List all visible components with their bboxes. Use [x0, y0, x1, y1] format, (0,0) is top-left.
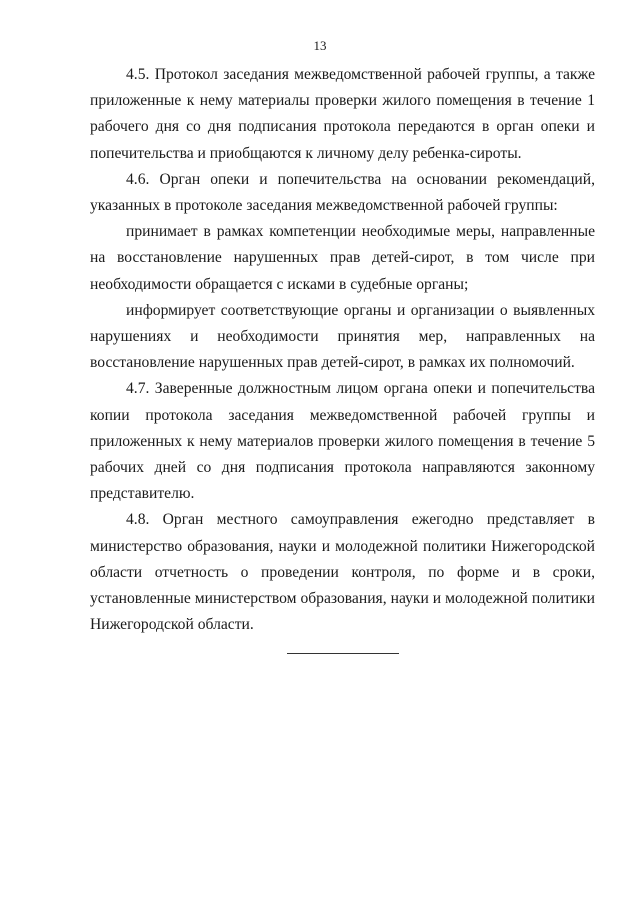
paragraph-4-6-item-measures: принимает в рамках компетенции необходимые меры, направленные на восстановление нарушенных прав детей-сирот, в том числе при необходимости обращается с исками в судебные органы;: [90, 223, 595, 293]
end-divider-line: [287, 653, 399, 654]
paragraph-4-6-item-inform: информирует соответствующие органы и организации о выявленных нарушениях и необходимости принятия мер, направленных на восстановление нарушенных прав детей-сирот, в рамках их полномочий.: [90, 301, 595, 372]
document-body: [90, 62, 595, 638]
paragraph-4-6: 4.6. Орган опеки и попечительства на основании рекомендаций, указанных в протоколе заседания межведомственной рабочей группы:: [90, 170, 595, 215]
paragraph-4-7: 4.7. Заверенные должностным лицом органа опеки и попечительства копии протокола заседания межведомственной рабочей группы и приложенных к нему материалов проверки жилого помещения в течение 5 рабочих дней со дня подписания протокола направляются законному представителю.: [90, 380, 595, 503]
page-number: 13: [313, 38, 327, 53]
paragraph-4-8: 4.8. Орган местного самоуправления ежегодно представляет в министерство образования, науки и молодежной политики Нижегородской области отчетность о проведении контроля, по форме и в сроки, установленные министерством образования, науки и молодежной политики Нижегородской области.: [90, 511, 595, 634]
paragraph-4-5: 4.5. Протокол заседания межведомственной рабочей группы, а также приложенные к нему материалы проверки жилого помещения в течение 1 рабочего дня со дня подписания протокола передаются в орган опеки и попечительства и приобщаются к личному делу ребенка-сироты.: [90, 66, 595, 162]
